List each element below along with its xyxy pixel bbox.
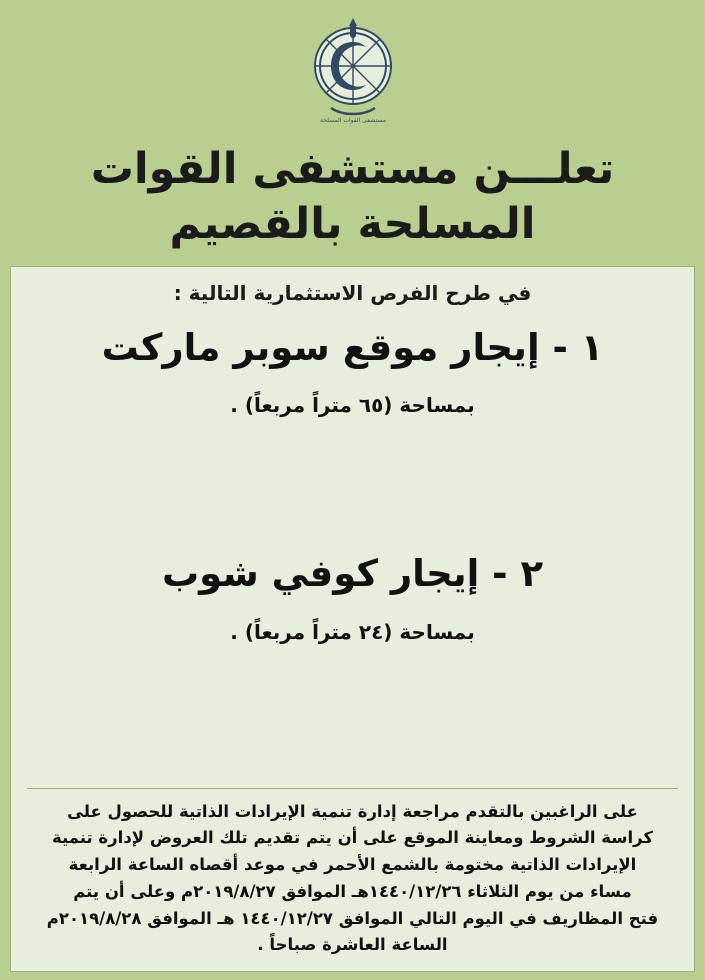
logo-container	[10, 10, 695, 138]
intro-text: في طرح الفرص الاستثمارية التالية :	[173, 281, 532, 306]
offer-area: بمساحة (٦٥ متراً مربعاً) .	[230, 393, 475, 418]
footer-line: كراسة الشروط ومعاينة الموقع على أن يتم تقديم تلك العروض لإدارة تنمية	[51, 828, 654, 848]
footer-line: الإيرادات الذاتية مختومة بالشمع الأحمر في موعد أقصاه الساعة الرابعة	[68, 855, 637, 875]
offer-title: ١ - إيجار موقع سوبر ماركت	[101, 326, 604, 370]
footer-line: الساعة العاشرة صباحاً .	[257, 935, 448, 955]
offer-item	[27, 551, 678, 643]
svg-text:مستشفى القوات المسلحة: مستشفى القوات المسلحة	[319, 117, 386, 124]
divider	[27, 788, 678, 789]
offer-area: بمساحة (٢٤ متراً مربعاً) .	[230, 619, 475, 644]
offer-title: ٢ - إيجار كوفي شوب	[161, 552, 544, 596]
footer-line: مساء من يوم الثلاثاء ١٤٤٠/١٢/٢٦هـ الموافق ٢٠١٩/٨/٢٧م وعلى أن يتم	[73, 881, 632, 901]
page-title: تعلـــن مستشفى القوات المسلحة بالقصيم	[90, 144, 615, 250]
offer-item	[27, 325, 678, 417]
armed-forces-hospital-emblem-icon	[301, 16, 405, 132]
footer-instructions	[27, 799, 678, 965]
layout-spacer	[27, 644, 678, 772]
layout-spacer	[27, 417, 678, 545]
footer-line: فتح المظاريف في اليوم التالي الموافق ١٤٤٠/١٢/٢٧ هـ الموافق ٢٠١٩/٨/٢٨م	[46, 908, 659, 928]
footer-line: على الراغبين بالتقدم مراجعة إدارة تنمية الإيرادات الذاتية للحصول على	[67, 801, 638, 821]
offers-panel	[10, 266, 695, 972]
